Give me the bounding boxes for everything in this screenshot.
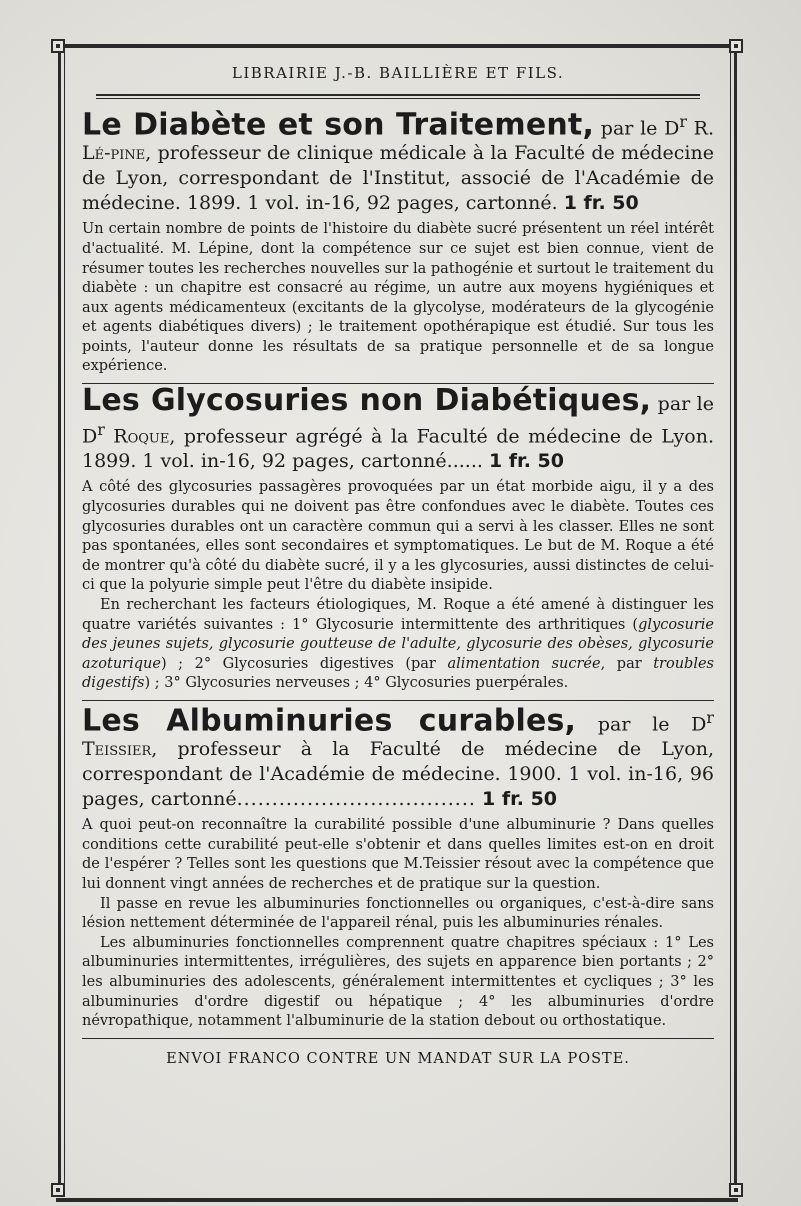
header-rule bbox=[96, 94, 700, 96]
paragraph: A côté des glycosuries passagères provoquées par un état morbide aigu, il y a des glycosuries durables qui ne doivent pas être confondues avec le diabète. Toutes ces glycosuries durables ont un caractère commun qui a servi à les classer. Elles ne sont pas spontanées, elles sont secondaires et symptomatiques. Le but de M. Roque a été de montrer qu'à côté du diabète sucré, il y a les glycosuries, aussi distinctes de celui-ci que la polyurie simple peut l'être du diabète insipide. bbox=[82, 479, 714, 594]
corner-ornament-bottom-right bbox=[729, 1183, 743, 1197]
book-price: 1 fr. 50 bbox=[563, 192, 639, 215]
paragraph: A quoi peut-on reconnaître la curabilité possible d'une albuminurie ? Dans quelles conditions cette curabilité peut-elle s'obtenir et dans quelles limites est-on en droit de l'espérer ? Telles sont les questions que M.Teissier résout avec la compétence que lui donnent vingt années de recherches et de pratique sur la question. bbox=[82, 817, 714, 893]
text-run: ) ; 3° Glycosuries nerveuses ; 4° Glycosuries puerpérales. bbox=[144, 675, 569, 692]
entry-body bbox=[82, 478, 714, 694]
page-content bbox=[82, 56, 714, 1067]
book-price: 1 fr. 50 bbox=[481, 788, 558, 811]
text-run: En recherchant les facteurs étiologiques, M. Roque a été amené à distinguer les quatre variétés suivantes : 1° Glycosurie intermittente des arthritiques ( bbox=[82, 596, 714, 633]
paragraph: Les albuminuries fonctionnelles comprennent quatre chapitres spéciaux : 1° Les albuminuries intermittentes, irrégulières, des sujets en apparence bien portants ; 2° les albuminuries des adolescents, généralement intermittentes et cycliques ; 3° les albuminuries d'ordre digestif ou hépatique ; 4° les albuminuries d'ordre névropathique, notamment l'albuminurie de la station debout ou orthostatique. bbox=[82, 934, 714, 1030]
entry-glycosuries bbox=[82, 383, 714, 701]
footer-note: ENVOI FRANCO CONTRE UN MANDAT SUR LA POSTE. bbox=[166, 1050, 630, 1067]
corner-ornament-top-right bbox=[729, 39, 743, 53]
book-price: 1 fr. 50 bbox=[488, 450, 564, 473]
paragraph bbox=[82, 596, 714, 694]
byline-sup: r bbox=[97, 420, 105, 440]
entry-heading bbox=[82, 109, 714, 216]
byline-prefix: par le D bbox=[600, 117, 680, 140]
book-description: , professeur agrégé à la Faculté de médecine de Lyon. 1899. 1 vol. in-16, 92 pages, cartonné...... bbox=[82, 425, 714, 473]
book-description: , professeur à la Faculté de médecine de Lyon, correspondant de l'Académie de médecine. 1900. 1 vol. in-16, 96 pages, cartonné bbox=[82, 738, 714, 811]
corner-ornament-top-left bbox=[51, 39, 65, 53]
text-run: ) ; 2° Glycosuries digestives (par bbox=[160, 655, 448, 672]
byline-prefix: par le bbox=[657, 393, 714, 416]
entry-heading bbox=[82, 383, 714, 474]
paragraph: Il passe en revue les albuminuries fonctionnelles ou organiques, c'est-à-dire sans lésion nettement déterminée de l'appareil rénal, puis les albuminuries rénales. bbox=[82, 895, 714, 932]
entry-heading bbox=[82, 705, 714, 812]
header-rule-thin bbox=[96, 98, 700, 99]
entry-body bbox=[82, 220, 714, 377]
frame-left-rule-thin bbox=[64, 50, 65, 1190]
section-divider bbox=[82, 700, 714, 701]
corner-ornament-bottom-left bbox=[51, 1183, 65, 1197]
frame-left-rule bbox=[58, 50, 61, 1190]
author-name: R. Lé-pine bbox=[82, 117, 714, 165]
entry-body bbox=[82, 816, 714, 1032]
frame-right-rule-thin bbox=[730, 50, 731, 1190]
book-title: Les Albuminuries curables, bbox=[82, 703, 577, 739]
italic-run: alimentation sucrée bbox=[447, 655, 601, 672]
publisher-header: LIBRAIRIE J.-B. BAILLIÈRE ET FILS. bbox=[231, 64, 565, 82]
book-title: Le Diabète et son Traitement, bbox=[82, 107, 595, 143]
book-description: , professeur de clinique médicale à la Faculté de médecine de Lyon, correspondant de l'Institut, associé de l'Académie de médecine. 1899. 1 vol. in-16, 92 pages, cartonné. bbox=[82, 142, 714, 215]
entry-albuminuries bbox=[82, 705, 714, 1039]
byline-sup: r bbox=[679, 112, 687, 131]
book-title: Les Glycosuries non Diabétiques, bbox=[82, 383, 652, 419]
section-divider bbox=[82, 1038, 714, 1039]
frame-right-rule bbox=[734, 50, 737, 1190]
dot-leader: .................................. bbox=[236, 788, 476, 811]
italic-run: glycosurie des jeunes sujets, glycosurie goutteuse de l'adulte, glycosurie des obèses, glycosurie azoturique bbox=[82, 616, 714, 672]
doctor-abbrev: D bbox=[82, 425, 98, 448]
italic-run: troubles digestifs bbox=[82, 655, 714, 692]
text-run: , par bbox=[600, 655, 654, 672]
author-name: Teissier bbox=[82, 738, 152, 761]
byline-sup: r bbox=[706, 707, 714, 727]
entry-diabete bbox=[82, 109, 714, 384]
byline-prefix: par le D bbox=[597, 713, 707, 736]
paragraph: Un certain nombre de points de l'histoire du diabète sucré présentent un réel intérêt d'actualité. M. Lépine, dont la compétence sur ce sujet est bien connue, vient de résumer toutes les recherches nouvelles sur la pathogénie et surtout le traitement du diabète : un chapitre est consacré au régime, un autre aux moyens hygiéniques et aux agents médicamenteux (excitants de la glycolyse, modérateurs de la glycogénie et agents diabétiques divers) ; le traitement opothérapique est étudié. Sur tous les points, l'auteur donne les résultats de sa pratique personnelle et de sa longue expérience. bbox=[82, 221, 714, 375]
author-name: Roque bbox=[113, 425, 170, 448]
